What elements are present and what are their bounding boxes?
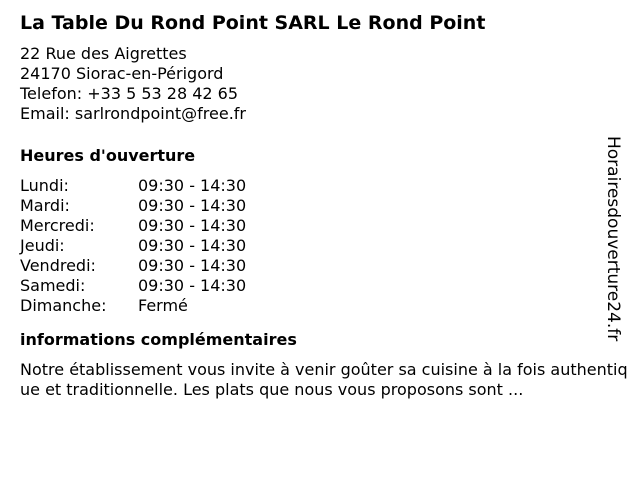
time-value: 09:30 - 14:30 xyxy=(138,176,247,195)
time-value: Fermé xyxy=(138,296,188,315)
time-value: 09:30 - 14:30 xyxy=(138,276,247,295)
day-label: Jeudi: xyxy=(20,236,65,255)
time-value: 09:30 - 14:30 xyxy=(138,196,247,215)
day-label: Lundi: xyxy=(20,176,69,195)
day-label: Mercredi: xyxy=(20,216,95,235)
phone-number: Telefon: +33 5 53 28 42 65 xyxy=(20,84,239,103)
email-address: Email: sarlrondpoint@free.fr xyxy=(20,104,246,123)
day-label: Mardi: xyxy=(20,196,70,215)
day-label: Vendredi: xyxy=(20,256,96,275)
address-city: 24170 Siorac-en-Périgord xyxy=(20,64,224,83)
time-value: 09:30 - 14:30 xyxy=(138,256,247,275)
hours-table xyxy=(20,176,620,316)
info-heading: informations complémentaires xyxy=(20,330,297,349)
hours-row-saturday xyxy=(20,276,620,296)
hours-heading: Heures d'ouverture xyxy=(20,146,196,165)
day-label: Samedi: xyxy=(20,276,86,295)
time-value: 09:30 - 14:30 xyxy=(138,236,247,255)
business-title: La Table Du Rond Point SARL Le Rond Point xyxy=(20,12,486,34)
business-card xyxy=(20,10,628,400)
hours-row-monday xyxy=(20,176,620,196)
hours-row-friday xyxy=(20,256,620,276)
site-watermark: Horairesdouverture24.fr xyxy=(603,136,623,342)
hours-row-wednesday xyxy=(20,216,620,236)
contact-block xyxy=(20,44,620,124)
hours-row-thursday xyxy=(20,236,620,256)
time-value: 09:30 - 14:30 xyxy=(138,216,247,235)
info-description: Notre établissement vous invite à venir goûter sa cuisine à la fois authentique et traditionnelle. Les plats que nous vous proposons sont ... xyxy=(20,360,628,399)
day-label: Dimanche: xyxy=(20,296,107,315)
hours-row-tuesday xyxy=(20,196,620,216)
address-street: 22 Rue des Aigrettes xyxy=(20,44,187,63)
hours-row-sunday xyxy=(20,296,620,316)
